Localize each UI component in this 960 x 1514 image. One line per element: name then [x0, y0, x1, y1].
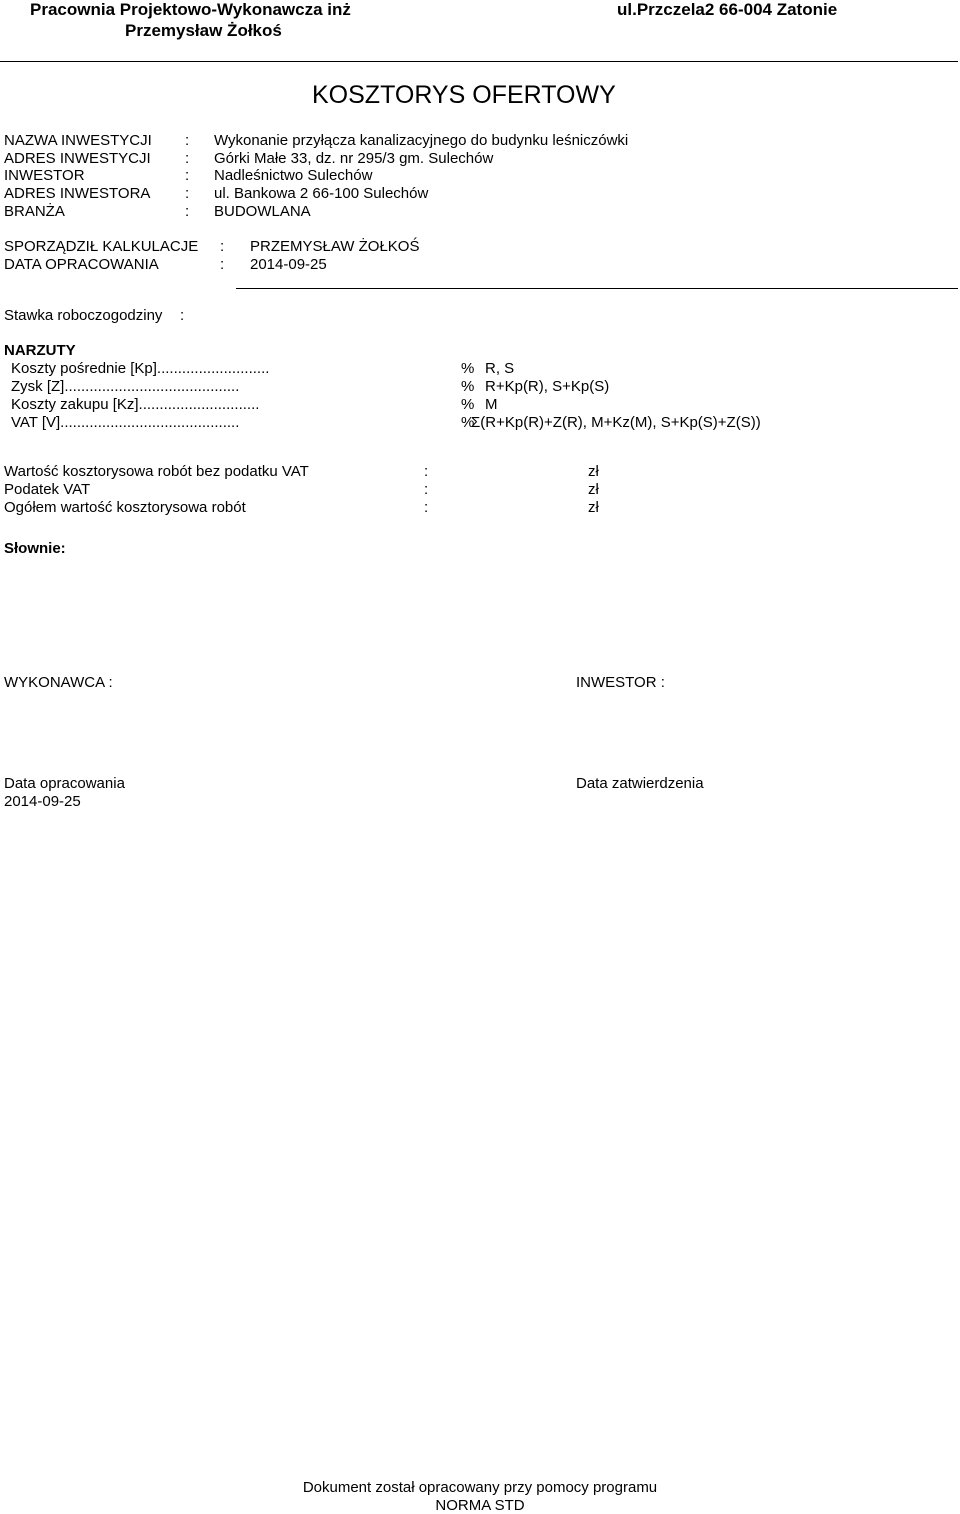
header-rule — [0, 61, 958, 62]
info-value: Nadleśnictwo Sulechów — [214, 167, 373, 184]
narzut-basis: M — [485, 396, 498, 413]
footer-line: Dokument został opracowany przy pomocy programu — [302, 1479, 658, 1496]
rate-separator: : — [180, 307, 185, 324]
narzut-basis: R+Kp(R), S+Kp(S) — [485, 378, 610, 395]
prepared-value: 2014-09-25 — [250, 256, 327, 273]
info-value: Górki Małe 33, dz. nr 295/3 gm. Sulechów — [214, 150, 494, 167]
narzut-basis: Σ(R+Kp(R)+Z(R), M+Kz(M), S+Kp(S)+Z(S)) — [471, 414, 761, 431]
narzut-label: Koszty pośrednie [Kp]........................... — [11, 360, 270, 377]
info-value: BUDOWLANA — [214, 203, 311, 220]
prepared-label: SPORZĄDZIŁ KALKULACJE — [4, 238, 199, 255]
prepared-separator: : — [220, 256, 225, 273]
narzut-unit: % — [461, 396, 475, 413]
narzut-label: Zysk [Z].......................................... — [11, 378, 240, 395]
company-owner: Przemysław Żołkoś — [125, 21, 282, 40]
section-rule — [236, 288, 958, 289]
info-value: Wykonanie przyłącza kanalizacyjnego do budynku leśniczówki — [214, 132, 629, 149]
total-separator: : — [424, 499, 429, 516]
page-title: KOSZTORYS OFERTOWY — [312, 81, 616, 109]
company-address: ul.Przczela2 66-004 Zatonie — [617, 0, 838, 19]
total-separator: : — [424, 463, 429, 480]
info-value: ul. Bankowa 2 66-100 Sulechów — [214, 185, 429, 202]
prepared-date-label: Data opracowania — [4, 775, 125, 792]
info-separator: : — [185, 150, 190, 167]
narzut-unit: % — [461, 360, 475, 377]
narzut-label: Koszty zakupu [Kz]............................. — [11, 396, 260, 413]
info-separator: : — [185, 167, 190, 184]
prepared-separator: : — [220, 238, 225, 255]
total-label: Podatek VAT — [4, 481, 91, 498]
approved-date-label: Data zatwierdzenia — [576, 775, 704, 792]
narzuty-heading: NARZUTY — [4, 342, 76, 359]
info-separator: : — [185, 185, 190, 202]
investor-signature-label: INWESTOR : — [576, 674, 665, 691]
info-separator: : — [185, 203, 190, 220]
info-label: ADRES INWESTORA — [4, 185, 151, 202]
total-separator: : — [424, 481, 429, 498]
company-name: Pracownia Projektowo-Wykonawcza inż — [30, 0, 351, 19]
info-label: ADRES INWESTYCJI — [4, 150, 151, 167]
rate-label: Stawka roboczogodziny — [4, 307, 163, 324]
total-label: Ogółem wartość kosztorysowa robót — [4, 499, 246, 516]
info-separator: : — [185, 132, 190, 149]
info-label: NAZWA INWESTYCJI — [4, 132, 152, 149]
narzut-unit: % — [461, 414, 475, 431]
total-currency: zł — [588, 499, 599, 516]
narzut-unit: % — [461, 378, 475, 395]
total-label: Wartość kosztorysowa robót bez podatku VAT — [4, 463, 309, 480]
contractor-signature-label: WYKONAWCA : — [4, 674, 113, 691]
narzut-label: VAT [V]........................................... — [11, 414, 240, 431]
total-currency: zł — [588, 481, 599, 498]
info-label: INWESTOR — [4, 167, 85, 184]
narzut-basis: R, S — [485, 360, 515, 377]
prepared-value: PRZEMYSŁAW ŻOŁKOŚ — [250, 238, 420, 255]
prepared-label: DATA OPRACOWANIA — [4, 256, 159, 273]
amount-in-words-label: Słownie: — [4, 540, 66, 557]
info-label: BRANŻA — [4, 203, 65, 220]
total-currency: zł — [588, 463, 599, 480]
footer-program-name: NORMA STD — [435, 1497, 525, 1514]
prepared-date-value: 2014-09-25 — [4, 793, 81, 810]
